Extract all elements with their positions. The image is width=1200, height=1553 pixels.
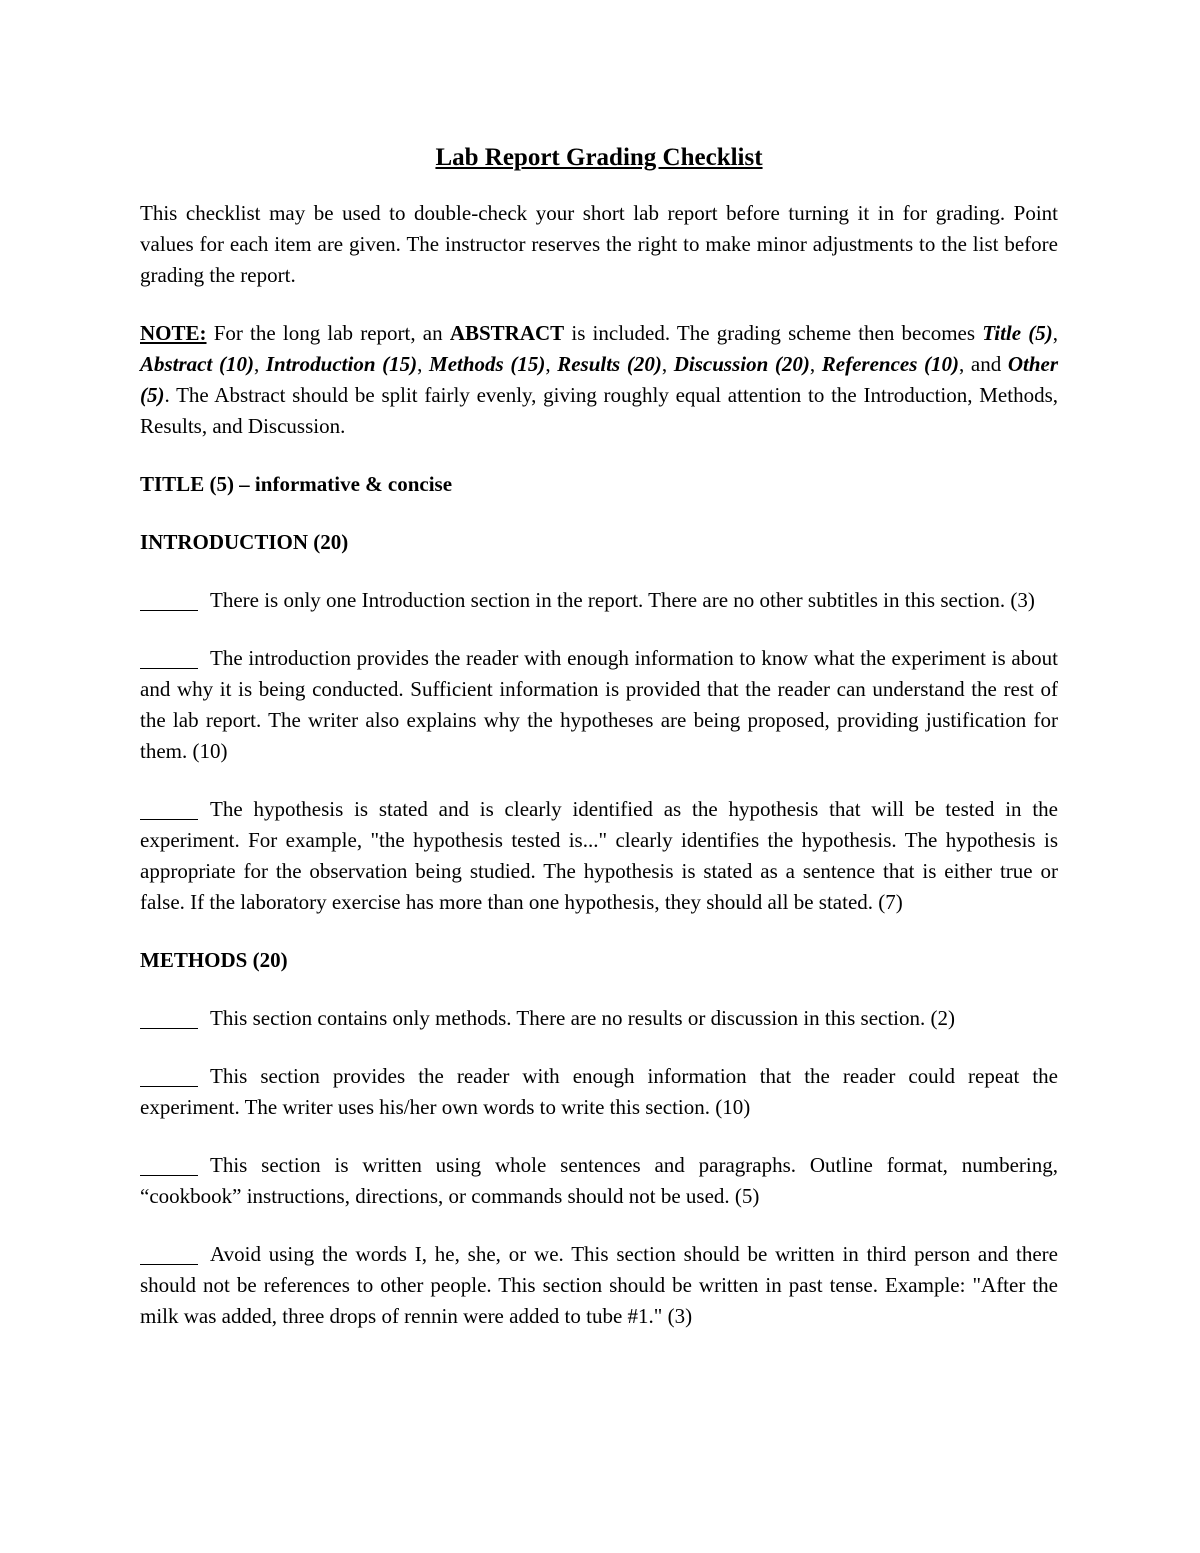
separator: , [417, 352, 430, 376]
checklist-item [140, 1061, 1058, 1123]
checkbox-blank-line[interactable] [140, 799, 198, 820]
checklist-item [140, 585, 1058, 616]
checklist-item-text: This section contains only methods. There are no results or discussion in this section. (2) [210, 1006, 955, 1030]
title-section-heading: TITLE (5) – informative & concise [140, 472, 453, 496]
methods-heading: METHODS (20) [140, 948, 288, 972]
scheme-results: Results (20) [557, 352, 662, 376]
document-title: Lab Report Grading Checklist [435, 144, 763, 171]
scheme-introduction: Introduction (15) [265, 352, 418, 376]
scheme-references: References (10) [821, 352, 959, 376]
intro-paragraph: This checklist may be used to double-check your short lab report before turning it in for grading. Point values for each item are given. The instructor reserves the right to make minor adjustments to the list before grading the report. [140, 201, 1058, 287]
checklist-item-text: There is only one Introduction section in the report. There are no other subtitles in this section. (3) [210, 588, 1035, 612]
checklist-item-text: This section provides the reader with enough information that the reader could repeat the experiment. The writer uses his/her own words to write this section. (10) [140, 1064, 1058, 1119]
checkbox-blank-line[interactable] [140, 1244, 198, 1265]
scheme-other: Other (5) [140, 352, 1059, 407]
checklist-item [140, 1003, 1058, 1034]
separator: , [809, 352, 822, 376]
checkbox-blank-line[interactable] [140, 590, 198, 611]
checklist-item [140, 643, 1058, 767]
separator: , [545, 352, 558, 376]
note-abstract-word: ABSTRACT [449, 321, 565, 345]
separator: , [1052, 321, 1059, 345]
checkbox-blank-line[interactable] [140, 1008, 198, 1029]
checklist-item-text: The hypothesis is stated and is clearly identified as the hypothesis that will be tested in the experiment. For example, "the hypothesis tested is..." clearly identifies the hypothesis. The hypothesis is appropriate for the observation being studied. The hypothesis is stated as a sentence that is either true or false. If the laboratory exercise has more than one hypothesis, they should all be stated. (7) [140, 797, 1058, 914]
checkbox-blank-line[interactable] [140, 1155, 198, 1176]
separator: , [661, 352, 674, 376]
scheme-title: Title (5) [982, 321, 1053, 345]
scheme-methods: Methods (15) [429, 352, 546, 376]
note-text: is included. The grading scheme then becomes [564, 321, 983, 345]
note-paragraph [140, 318, 1058, 442]
checklist-item-text: This section is written using whole sentences and paragraphs. Outline format, numbering, “cookbook” instructions, directions, or commands should not be used. (5) [140, 1153, 1058, 1208]
separator: , [253, 352, 266, 376]
document-page [140, 140, 1058, 1359]
note-label: NOTE: [140, 321, 207, 345]
note-text: For the long lab report, an [206, 321, 450, 345]
scheme-abstract: Abstract (10) [140, 352, 254, 376]
checklist-item-text: The introduction provides the reader with enough information to know what the experiment is about and why it is being conducted. Sufficient information is provided that the reader can understand the rest of the lab report. The writer also explains why the hypotheses are being proposed, providing justification for them. (10) [140, 646, 1058, 763]
checklist-item [140, 1239, 1058, 1332]
note-text: . The Abstract should be split fairly evenly, giving roughly equal attention to the Introduction, Methods, Results, and Discussion. [140, 383, 1058, 438]
checklist-item-text: Avoid using the words I, he, she, or we. This section should be written in third person and there should not be references to other people. This section should be written in past tense. Example: "After the milk was added, three drops of rennin were added to tube #1." (3) [140, 1242, 1058, 1328]
checklist-item [140, 1150, 1058, 1212]
introduction-heading: INTRODUCTION (20) [140, 530, 349, 554]
checkbox-blank-line[interactable] [140, 1066, 198, 1087]
separator: , and [959, 352, 1008, 376]
checkbox-blank-line[interactable] [140, 648, 198, 669]
scheme-discussion: Discussion (20) [673, 352, 810, 376]
checklist-item [140, 794, 1058, 918]
